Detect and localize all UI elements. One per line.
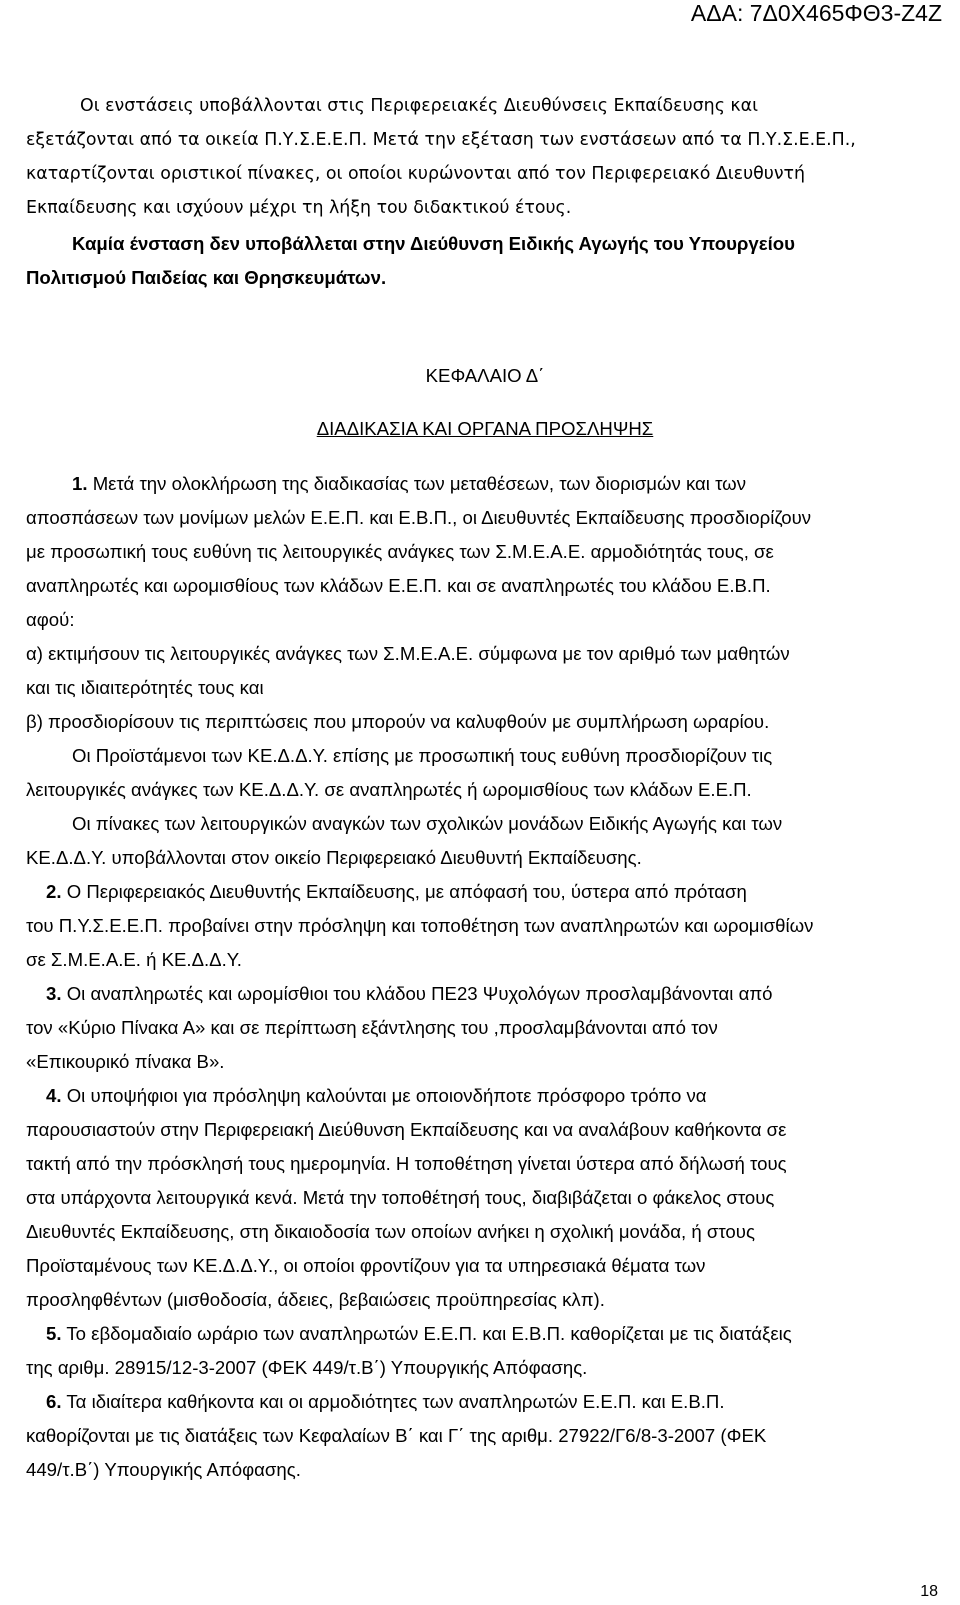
text-line: τον «Κύριο Πίνακα Α» και σε περίπτωση εξάντλησης του ,προσλαμβάνονται από τον [26, 1017, 718, 1038]
text-line: β) προσδιορίσουν τις περιπτώσεις που μπορούν να καλυφθούν με συμπλήρωση ωραρίου. [26, 711, 770, 732]
text-line: σε Σ.Μ.Ε.Α.Ε. ή ΚΕ.Δ.Δ.Υ. [26, 949, 242, 970]
text-line: αποσπάσεων των μονίμων μελών Ε.Ε.Π. και Ε.Β.Π., οι Διευθυντές Εκπαίδευσης προσδιορίζουν [26, 507, 812, 528]
text-line: παρουσιαστούν στην Περιφερειακή Διεύθυνση Εκπαίδευσης και να αναλάβουν καθήκοντα σε [26, 1119, 787, 1140]
text-line: καθορίζονται με τις διατάξεις των Κεφαλαίων Β΄ και Γ΄ της αριθμ. 27922/Γ6/8-3-2007 (ΦΕΚ [26, 1425, 767, 1446]
text-line: «Επικουρικό πίνακα Β». [26, 1051, 225, 1072]
page-number: 18 [920, 1583, 938, 1600]
text-line: λειτουργικές ανάγκες των ΚΕ.Δ.Δ.Υ. σε αναπληρωτές ή ωρομισθίους των κλάδων Ε.Ε.Π. [26, 779, 752, 800]
numbered-line [46, 982, 773, 1006]
text-line: Εκπαίδευσης και ισχύουν μέχρι τη λήξη του διδακτικού έτους. [26, 198, 572, 218]
numbered-line [46, 880, 747, 904]
item-number: 6. [46, 1391, 62, 1412]
item-text: Οι αναπληρωτές και ωρομίσθιοι του κλάδου ΠΕ23 Ψυχολόγων προσλαμβάνονται από [66, 983, 773, 1004]
text-line: Οι πίνακες των λειτουργικών αναγκών των σχολικών μονάδων Ειδικής Αγωγής και των [72, 813, 783, 834]
text-line: Οι Προϊστάμενοι των ΚΕ.Δ.Δ.Υ. επίσης με προσωπική τους ευθύνη προσδιορίζουν τις [72, 745, 773, 766]
item-text: Τα ιδιαίτερα καθήκοντα και οι αρμοδιότητες των αναπληρωτών Ε.Ε.Π. και Ε.Β.Π. [66, 1391, 725, 1412]
text-line: προσληφθέντων (μισθοδοσία, άδειες, βεβαιώσεις προϋπηρεσίας κλπ). [26, 1289, 605, 1310]
text-line: εξετάζονται από τα οικεία Π.Υ.Σ.Ε.Ε.Π. Μετά την εξέταση των ενστάσεων από τα Π.Υ.Σ.Ε.Ε.Π., [26, 130, 856, 150]
text-line: αφού: [26, 609, 75, 630]
text-line: στα υπάρχοντα λειτουργικά κενά. Μετά την τοποθέτησή τους, διαβιβάζεται ο φάκελος στους [26, 1187, 775, 1208]
item-number: 5. [46, 1323, 62, 1344]
text-line: Προϊσταμένους των ΚΕ.Δ.Δ.Υ., οι οποίοι φροντίζουν για τα υπηρεσιακά θέματα των [26, 1255, 706, 1276]
text-line: Οι ενστάσεις υποβάλλονται στις Περιφερειακές Διευθύνσεις Εκπαίδευσης και [80, 96, 759, 116]
bold-text-line: Πολιτισμού Παιδείας και Θρησκευμάτων. [26, 267, 387, 288]
item-number: 3. [46, 983, 62, 1004]
bold-text-line: Καμία ένσταση δεν υποβάλλεται στην Διεύθυνση Ειδικής Αγωγής του Υπουργείου [72, 233, 795, 254]
item-text: Ο Περιφερειακός Διευθυντής Εκπαίδευσης, με απόφασή του, ύστερα από πρόταση [66, 881, 747, 902]
item-text: Το εβδομαδιαίο ωράριο των αναπληρωτών Ε.Ε.Π. και Ε.Β.Π. καθορίζεται με τις διατάξεις [66, 1323, 792, 1344]
numbered-line [46, 1390, 725, 1414]
item-text: Οι υποψήφιοι για πρόσληψη καλούνται με οποιονδήποτε πρόσφορο τρόπο να [66, 1085, 707, 1106]
text-line: 449/τ.Β΄) Υπουργικής Απόφασης. [26, 1459, 301, 1480]
item-text: Μετά την ολοκλήρωση της διαδικασίας των μεταθέσεων, των διορισμών και των [92, 473, 747, 494]
text-line: του Π.Υ.Σ.Ε.Ε.Π. προβαίνει στην πρόσληψη και τοποθέτηση των αναπληρωτών και ωρομισθίων [26, 915, 814, 936]
text-line: ΚΕ.Δ.Δ.Υ. υποβάλλονται στον οικείο Περιφερειακό Διευθυντή Εκπαίδευσης. [26, 847, 642, 868]
text-line: με προσωπική τους ευθύνη τις λειτουργικές ανάγκες των Σ.Μ.Ε.Α.Ε. αρμοδιότητάς τους, σε [26, 541, 774, 562]
text-line: αναπληρωτές και ωρομισθίους των κλάδων Ε.Ε.Π. και σε αναπληρωτές του κλάδου Ε.Β.Π. [26, 575, 771, 596]
text-line: καταρτίζονται οριστικοί πίνακες, οι οποίοι κυρώνονται από τον Περιφερειακό Διευθυντή [26, 164, 806, 184]
item-number: 4. [46, 1085, 62, 1106]
numbered-line [72, 472, 746, 496]
text-line: της αριθμ. 28915/12-3-2007 (ΦΕΚ 449/τ.Β΄) Υπουργικής Απόφασης. [26, 1357, 588, 1378]
chapter-subtitle: ΔΙΑΔΙΚΑΣΙΑ ΚΑΙ ΟΡΓΑΝΑ ΠΡΟΣΛΗΨΗΣ [316, 418, 654, 439]
ada-code: ΑΔΑ: 7Δ0Χ465ΦΘ3-Ζ4Ζ [690, 0, 942, 26]
numbered-line [46, 1084, 707, 1108]
text-line: και τις ιδιαιτερότητές τους και [26, 677, 264, 698]
numbered-line [46, 1322, 792, 1346]
text-line: τακτή από την πρόσκλησή τους ημερομηνία. Η τοποθέτηση γίνεται ύστερα από δήλωσή τους [26, 1153, 787, 1174]
chapter-title: ΚΕΦΑΛΑΙΟ Δ΄ [425, 365, 545, 386]
text-line: Διευθυντές Εκπαίδευσης, στη δικαιοδοσία των οποίων ανήκει η σχολική μονάδα, ή στους [26, 1221, 755, 1242]
item-number: 2. [46, 881, 62, 902]
text-line: α) εκτιμήσουν τις λειτουργικές ανάγκες των Σ.Μ.Ε.Α.Ε. σύμφωνα με τον αριθμό των μαθητών [26, 643, 790, 664]
item-number: 1. [72, 473, 88, 494]
